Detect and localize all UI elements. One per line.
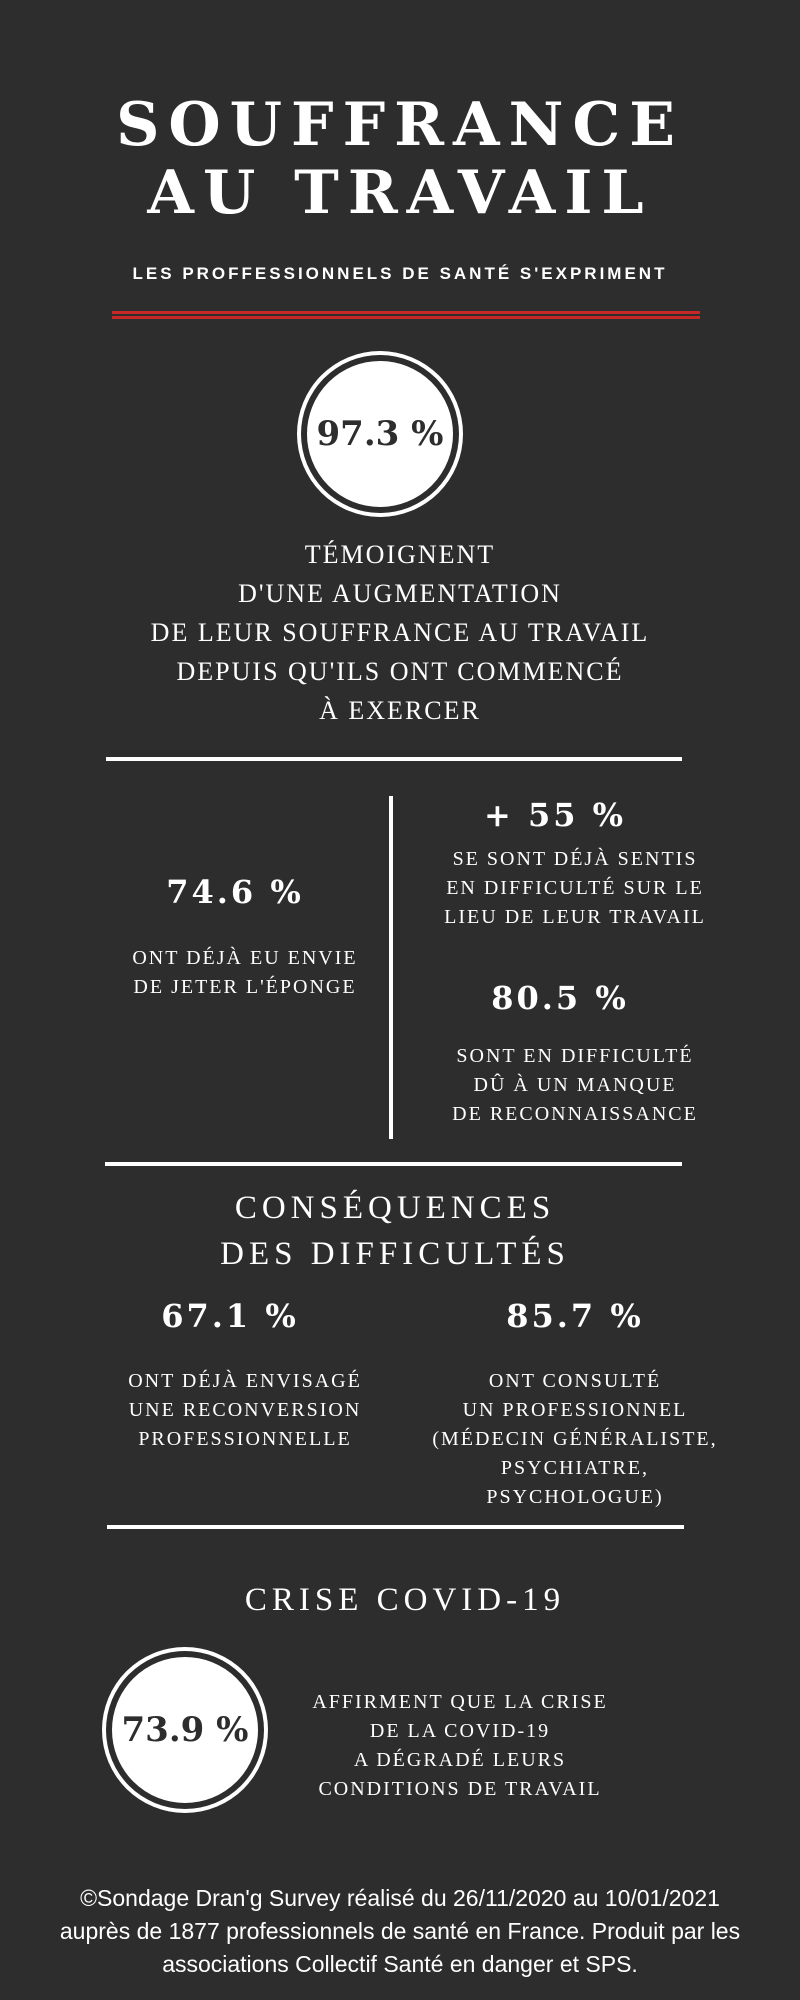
stat-value-reconnaissance: 80.5 % [491, 979, 629, 1017]
footer-line: ©Sondage Dran'g Survey réalisé du 26/11/2020 au 10/01/2021 [80, 1885, 720, 1911]
stat-text-difficulte-lieu [410, 845, 740, 932]
covid-stat-value: 73.9 % [121, 1710, 249, 1750]
covid-text-line: AFFIRMENT QUE LA CRISE [312, 1691, 608, 1713]
source-footer [0, 1882, 800, 1981]
section-divider [107, 1525, 684, 1529]
covid-text-line: CONDITIONS DE TRAVAIL [318, 1778, 602, 1800]
stat-text-line: PROFESSIONNELLE [138, 1428, 352, 1450]
page-subtitle: LES PROFFESSIONNELS DE SANTÉ S'EXPRIMENT [132, 264, 668, 283]
stat-value-consultation: 85.7 % [506, 1297, 644, 1335]
section-divider [106, 757, 682, 761]
hero-text-line: DEPUIS QU'ILS ONT COMMENCÉ [176, 657, 624, 686]
page-title-line-2: AU TRAVAIL [147, 158, 653, 228]
page-title-line-1: SOUFFRANCE [116, 90, 684, 160]
covid-text-line: DE LA COVID-19 [369, 1720, 551, 1742]
covid-heading: CRISE COVID-19 [244, 1582, 566, 1618]
red-divider-top [112, 311, 700, 314]
hero-text-line: D'UNE AUGMENTATION [238, 579, 562, 608]
stat-text-line: ONT DÉJÀ EU ENVIE [132, 947, 358, 969]
stat-text-line: SE SONT DÉJÀ SENTIS [452, 848, 698, 870]
stat-text-consultation [410, 1367, 740, 1512]
stat-value-jeter-eponge: 74.6 % [166, 873, 304, 911]
stat-text-line: PSYCHOLOGUE) [486, 1486, 664, 1508]
consequences-heading [0, 1185, 790, 1277]
stat-value-difficulte-lieu: + 55 % [483, 796, 627, 834]
footer-line: associations Collectif Santé en danger et SPS. [162, 1951, 638, 1977]
stat-text-line: DÛ À UN MANQUE [473, 1074, 677, 1096]
red-divider-bottom [112, 316, 700, 319]
covid-text-line: A DÉGRADÉ LEURS [353, 1749, 567, 1771]
stat-value-reconversion: 67.1 % [161, 1297, 299, 1335]
stat-text-line: UN PROFESSIONNEL [462, 1399, 688, 1421]
stat-text-line: DE JETER L'ÉPONGE [133, 976, 357, 998]
stat-text-line: LIEU DE LEUR TRAVAIL [444, 906, 706, 928]
stat-text-jeter-eponge [80, 944, 410, 1002]
stat-text-line: PSYCHIATRE, [500, 1457, 650, 1479]
stat-text-line: UNE RECONVERSION [128, 1399, 362, 1421]
footer-line: auprès de 1877 professionnels de santé en France. Produit par les [59, 1918, 741, 1944]
hero-text-line: À EXERCER [319, 696, 481, 725]
covid-stat-circle [112, 1657, 258, 1803]
stat-text-line: ONT CONSULTÉ [488, 1370, 662, 1392]
consequences-heading-line: CONSÉQUENCES [234, 1190, 556, 1226]
stat-text-line: SONT EN DIFFICULTÉ [456, 1045, 694, 1067]
hero-text-line: TÉMOIGNENT [304, 540, 496, 569]
stat-text-line: (MÉDECIN GÉNÉRALISTE, [432, 1428, 718, 1450]
covid-description [290, 1688, 630, 1804]
hero-description [0, 535, 800, 730]
stat-text-line: DE RECONNAISSANCE [452, 1103, 698, 1125]
consequences-heading-line: DES DIFFICULTÉS [220, 1236, 570, 1272]
section-divider [105, 1162, 682, 1166]
stat-text-reconnaissance [410, 1042, 740, 1129]
stat-text-reconversion [80, 1367, 410, 1454]
stat-text-line: EN DIFFICULTÉ SUR LE [446, 877, 704, 899]
hero-text-line: DE LEUR SOUFFRANCE AU TRAVAIL [150, 618, 650, 647]
hero-stat-value: 97.3 % [316, 414, 444, 454]
hero-stat-circle [307, 361, 453, 507]
stat-text-line: ONT DÉJÀ ENVISAGÉ [128, 1370, 362, 1392]
